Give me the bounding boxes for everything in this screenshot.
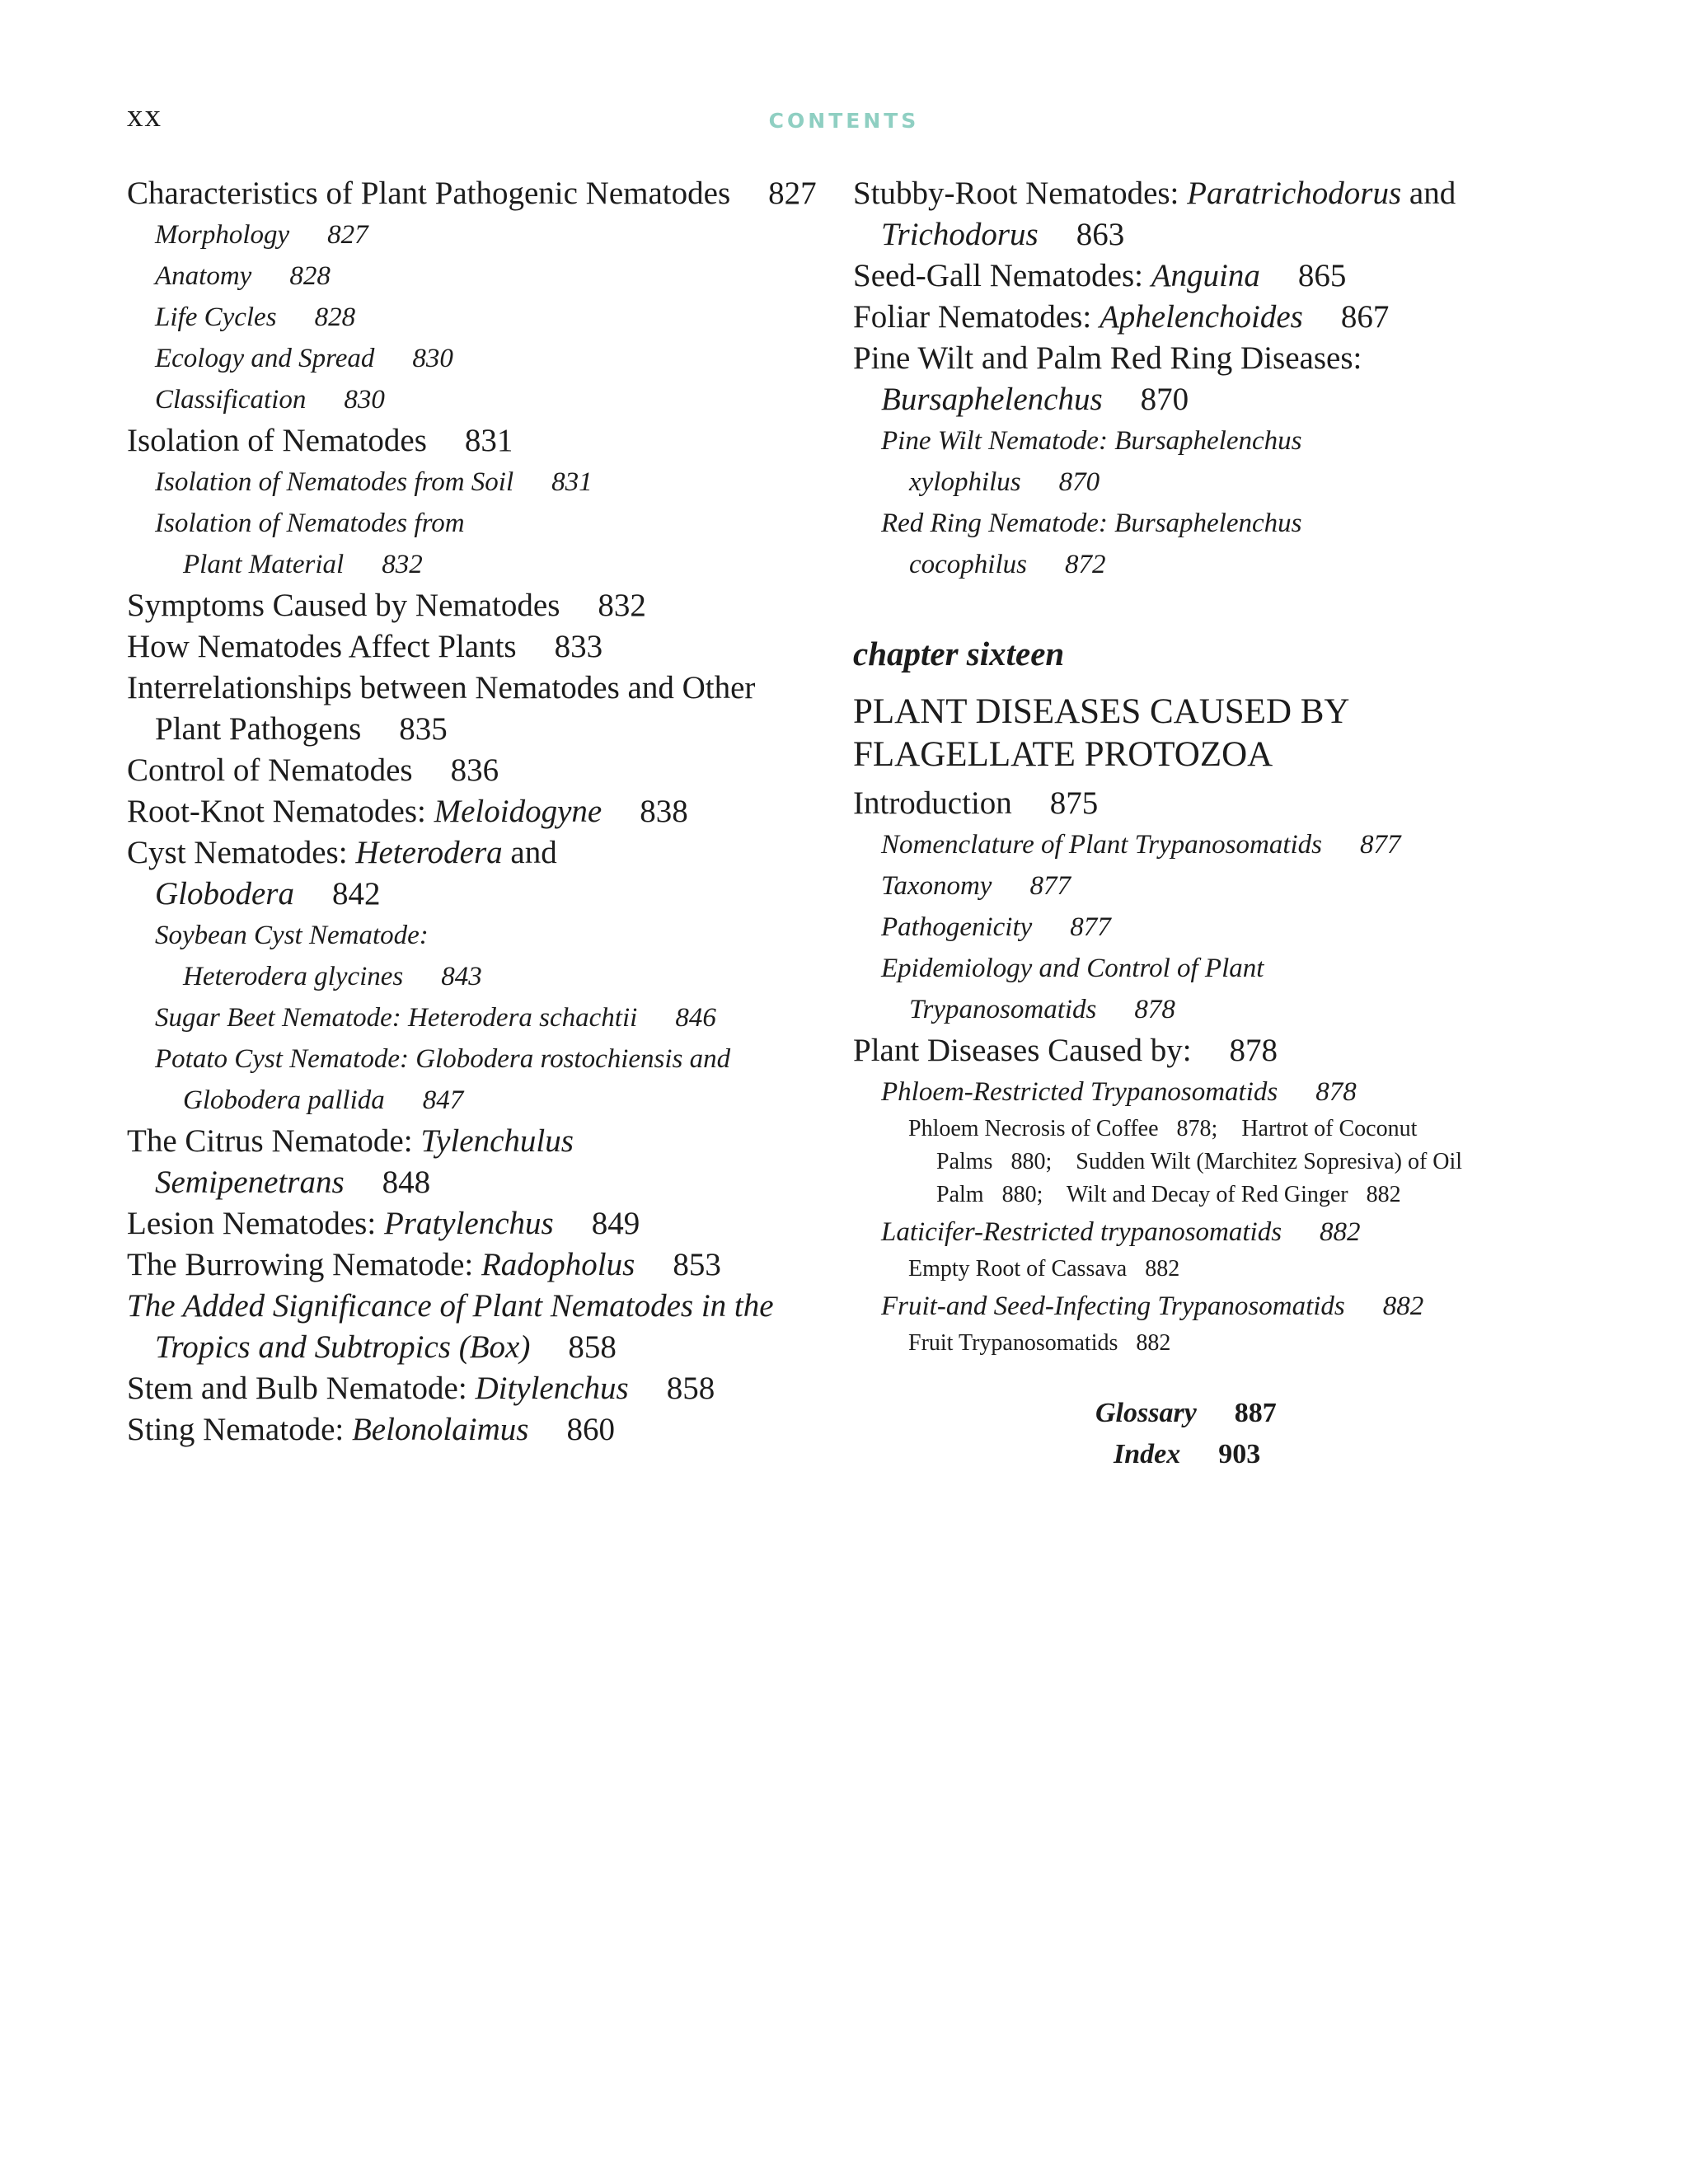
toc-label: Foliar Nematodes: (853, 299, 1100, 335)
toc-label: Nomenclature of Plant Trypanosomatids (881, 830, 1323, 860)
toc-page: 831 (464, 423, 513, 458)
toc-entry-phloem-items[interactable] (853, 1113, 1562, 1212)
toc-entry-pine-wilt-nematode[interactable] (853, 420, 1562, 503)
toc-genus: Heterodera (355, 835, 503, 870)
toc-page: 903 (1218, 1439, 1261, 1469)
toc-page: 842 (332, 876, 381, 912)
toc-entry-fruit-seed[interactable] (853, 1286, 1562, 1327)
toc-entry-lesion[interactable] (127, 1203, 819, 1244)
toc-page: 832 (598, 588, 646, 623)
chapter-title (853, 691, 1562, 776)
toc-entry-life-cycles[interactable] (127, 297, 819, 338)
toc-page: 846 (675, 1003, 716, 1033)
toc-entry-cyst[interactable] (127, 832, 819, 915)
toc-label: The Added Significance of Plant Nematodes in the Tropics and Subtropics (Box) (127, 1288, 774, 1365)
toc-label: Epidemiology and Control of Plant Trypanosomatids (881, 954, 1264, 1024)
toc-label: Fruit-and Seed-Infecting Trypanosomatids (881, 1291, 1345, 1321)
toc-label: Taxonomy (881, 871, 992, 901)
toc-label: Index (1114, 1439, 1181, 1469)
toc-entry-introduction[interactable] (853, 783, 1562, 824)
toc-page: 870 (1140, 382, 1189, 417)
toc-page: 878; (1176, 1116, 1218, 1141)
toc-label: Fruit Trypanosomatids (908, 1330, 1118, 1356)
toc-label: The Burrowing Nematode: (127, 1247, 481, 1282)
chapter-title-line: PLANT DISEASES CAUSED BY (853, 692, 1350, 731)
toc-label: Glossary (1095, 1398, 1197, 1428)
contents-right-column (853, 173, 1562, 1475)
toc-label: Classification (155, 385, 307, 415)
toc-page: 827 (768, 176, 817, 211)
toc-label: Cyst Nematodes: (127, 835, 356, 870)
toc-label: Stubby-Root Nematodes: (853, 176, 1188, 211)
toc-page: 878 (1315, 1077, 1357, 1107)
toc-entry-sting[interactable] (127, 1409, 819, 1451)
toc-page: 858 (666, 1371, 715, 1406)
toc-label: Isolation of Nematodes (127, 423, 427, 458)
toc-genus: Paratrichodorus (1187, 176, 1402, 211)
toc-entry-burrowing[interactable] (127, 1244, 819, 1286)
toc-label: Potato Cyst Nematode: Globodera rostochiensis and Globodera pallida (155, 1044, 731, 1115)
toc-entry-interrelationships[interactable] (127, 668, 819, 750)
toc-label: Morphology (155, 220, 290, 250)
toc-entry-laticifer[interactable] (853, 1212, 1562, 1253)
toc-entry-nomenclature[interactable] (853, 824, 1562, 865)
toc-label: The Citrus Nematode: (127, 1123, 421, 1159)
toc-page: 882 (1320, 1217, 1361, 1247)
toc-page: 880; (1001, 1182, 1043, 1207)
toc-label: Pathogenicity (881, 912, 1033, 942)
toc-entry-glossary[interactable] (853, 1393, 1562, 1434)
toc-label: Interrelationships between Nematodes and Other Plant Pathogens (127, 670, 756, 747)
toc-genus: Radopholus (481, 1247, 635, 1282)
toc-entry-potato-cyst[interactable] (127, 1038, 819, 1121)
toc-entry-epidemiology[interactable] (853, 948, 1562, 1030)
toc-entry-morphology[interactable] (127, 214, 819, 255)
toc-entry-phloem[interactable] (853, 1071, 1562, 1113)
toc-entry-stem-bulb[interactable] (127, 1368, 819, 1409)
toc-page: 882 (1136, 1330, 1171, 1356)
toc-genus: Pratylenchus (383, 1206, 554, 1241)
toc-genus: Bursaphelenchus (881, 382, 1103, 417)
toc-label: Pine Wilt Nematode: Bursaphelenchus xylophilus (881, 426, 1302, 497)
toc-entry-index[interactable] (853, 1434, 1562, 1475)
toc-page: 872 (1064, 550, 1106, 579)
toc-page: 878 (1134, 995, 1175, 1024)
toc-label: Control of Nematodes (127, 752, 413, 788)
toc-page: 858 (568, 1329, 617, 1365)
toc-entry-how-affect[interactable] (127, 626, 819, 668)
toc-label: Symptoms Caused by Nematodes (127, 588, 560, 623)
toc-entry-symptoms[interactable] (127, 585, 819, 626)
toc-genus: Meloidogyne (434, 794, 603, 829)
toc-page: 849 (591, 1206, 640, 1241)
toc-label: Ecology and Spread (155, 344, 375, 373)
toc-page: 830 (344, 385, 385, 415)
toc-entry-foliar[interactable] (853, 297, 1562, 338)
toc-label: Wilt and Decay of Red Ginger (1066, 1182, 1348, 1207)
toc-label: Sudden Wilt (Marchitez Sopresiva) of Oil Palm (936, 1149, 1463, 1207)
toc-page: 880; (1010, 1149, 1053, 1174)
toc-label: Pine Wilt and Palm Red Ring Diseases: (853, 340, 1362, 376)
toc-entry-taxonomy[interactable] (853, 865, 1562, 907)
toc-page: 833 (554, 629, 603, 664)
toc-label: Laticifer-Restricted trypanosomatids (881, 1217, 1282, 1247)
toc-page: 843 (441, 962, 482, 991)
toc-page: 882 (1145, 1256, 1180, 1282)
backmatter (853, 1393, 1562, 1475)
toc-page: 882 (1366, 1182, 1401, 1207)
toc-label: Isolation of Nematodes from Soil (155, 467, 514, 497)
toc-genus: Tylenchulus Semipenetrans (155, 1123, 574, 1200)
toc-genus: Belonolaimus (351, 1412, 529, 1447)
toc-entry-pathogenicity[interactable] (853, 907, 1562, 948)
chapter-label: chapter sixteen (853, 635, 1065, 673)
toc-page: 860 (566, 1412, 615, 1447)
toc-conjunction: and (1401, 176, 1456, 211)
toc-label: Isolation of Nematodes from Plant Material (155, 509, 465, 579)
toc-page: 853 (673, 1247, 721, 1282)
toc-page: 828 (314, 302, 356, 332)
running-head: CONTENTS (768, 109, 920, 133)
toc-page: 870 (1058, 467, 1100, 497)
toc-page: 887 (1234, 1398, 1277, 1428)
toc-page: 878 (1229, 1033, 1278, 1068)
toc-label: Sting Nematode: (127, 1412, 352, 1447)
toc-page: 877 (1360, 830, 1401, 860)
toc-entry-sugar-beet[interactable] (127, 997, 819, 1038)
toc-genus: Globodera (155, 876, 294, 912)
toc-page: 877 (1029, 871, 1071, 901)
toc-genus: Trichodorus (881, 217, 1039, 252)
chapter-title-line: FLAGELLATE PROTOZOA (853, 735, 1273, 774)
toc-page: 832 (382, 550, 423, 579)
toc-label: How Nematodes Affect Plants (127, 629, 517, 664)
toc-label: Anatomy (155, 261, 252, 291)
toc-page: 828 (289, 261, 331, 291)
toc-genus: Ditylenchus (475, 1371, 629, 1406)
toc-page: 867 (1340, 299, 1390, 335)
toc-label: Phloem Necrosis of Coffee (908, 1116, 1159, 1141)
toc-entry-classification[interactable] (127, 379, 819, 420)
toc-page: 827 (327, 220, 368, 250)
toc-page: 863 (1076, 217, 1125, 252)
toc-entry-seed-gall[interactable] (853, 255, 1562, 297)
toc-label: Stem and Bulb Nematode: (127, 1371, 476, 1406)
toc-label: Red Ring Nematode: Bursaphelenchus cocophilus (881, 509, 1302, 579)
toc-page: 882 (1382, 1291, 1424, 1321)
toc-page: 830 (412, 344, 453, 373)
toc-label: Introduction (853, 785, 1012, 821)
page-number: xx (127, 98, 162, 134)
toc-label: Hartrot of Coconut Palms (936, 1116, 1418, 1174)
toc-entry-ecology[interactable] (127, 338, 819, 379)
toc-page: 838 (640, 794, 688, 829)
toc-entry-added-significance[interactable] (127, 1286, 819, 1368)
toc-entry-pine-wilt[interactable] (853, 338, 1562, 420)
toc-entry-root-knot[interactable] (127, 791, 819, 832)
toc-label: Soybean Cyst Nematode: Heterodera glycines (155, 921, 429, 991)
toc-entry-characteristics[interactable] (127, 173, 819, 214)
toc-page: 836 (450, 752, 499, 788)
toc-page: 875 (1049, 785, 1099, 821)
toc-page: 848 (382, 1165, 431, 1200)
toc-label: Empty Root of Cassava (908, 1256, 1128, 1282)
toc-label: Lesion Nematodes: (127, 1206, 384, 1241)
toc-page: 835 (399, 711, 448, 747)
toc-entry-citrus[interactable] (127, 1121, 819, 1203)
toc-label: Plant Diseases Caused by: (853, 1033, 1192, 1068)
toc-genus: Anguina (1151, 258, 1260, 293)
toc-entry-red-ring[interactable] (853, 503, 1562, 585)
toc-entry-isolation-soil[interactable] (127, 462, 819, 503)
toc-page: 847 (422, 1085, 464, 1115)
toc-entry-stubby-root[interactable] (853, 173, 1562, 255)
toc-entry-isolation[interactable] (127, 420, 819, 462)
toc-entry-anatomy[interactable] (127, 255, 819, 297)
toc-conjunction: and (502, 835, 557, 870)
toc-entry-empty-root[interactable] (853, 1253, 1562, 1286)
toc-page: 877 (1070, 912, 1111, 942)
toc-entry-isolation-plant[interactable] (127, 503, 819, 585)
toc-entry-fruit-trypanosomatids[interactable] (853, 1327, 1562, 1360)
toc-page: 865 (1297, 258, 1347, 293)
toc-entry-control[interactable] (127, 750, 819, 791)
toc-label: Root-Knot Nematodes: (127, 794, 434, 829)
toc-page: 831 (551, 467, 593, 497)
toc-label: Seed-Gall Nematodes: (853, 258, 1151, 293)
toc-label: Characteristics of Plant Pathogenic Nematodes (127, 176, 731, 211)
toc-entry-diseases-caused[interactable] (853, 1030, 1562, 1071)
toc-genus: Aphelenchoides (1099, 299, 1303, 335)
contents-left-column (127, 173, 819, 1451)
toc-entry-soybean-cyst[interactable] (127, 915, 819, 997)
toc-label: Life Cycles (155, 302, 277, 332)
toc-label: Phloem-Restricted Trypanosomatids (881, 1077, 1278, 1107)
toc-label: Sugar Beet Nematode: Heterodera schachtii (155, 1003, 638, 1033)
